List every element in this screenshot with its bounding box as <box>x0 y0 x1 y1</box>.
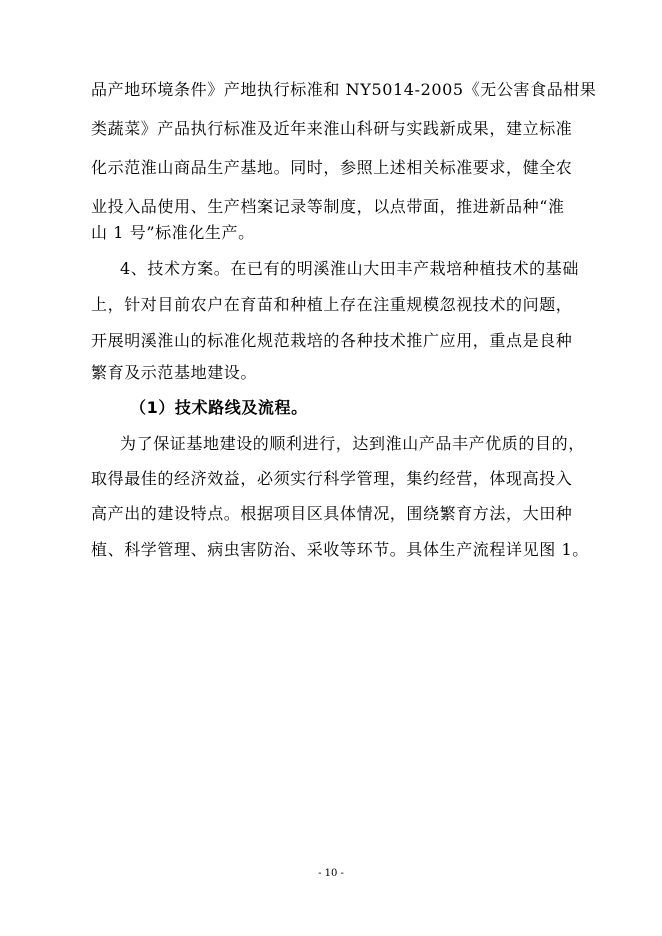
section-heading: （1）技术路线及流程。 <box>130 398 308 417</box>
paragraph-2-line-4: 繁育及示范基地建设。 <box>91 363 258 382</box>
paragraph-1-line-1: 品产地环境条件》产地执行标准和 NY5014-2005《无公害食品柑果 <box>91 80 597 99</box>
paragraph-3-line-1: 为了保证基地建设的顺利进行，达到淮山产品丰产优质的目的， <box>120 434 585 453</box>
paragraph-1-line-4: 业投入品使用、生产档案记录等制度，以点带面，推进新品种“淮 <box>91 197 565 216</box>
paragraph-3-line-4: 植、科学管理、病虫害防治、采收等环节。具体生产流程详见图 1。 <box>91 540 589 559</box>
paragraph-3-line-2: 取得最佳的经济效益，必须实行科学管理，集约经营，体现高投入 <box>91 469 573 488</box>
paragraph-2-line-3: 开展明溪淮山的标准化规范栽培的各种技术推广应用，重点是良种 <box>91 331 573 350</box>
page-number: - 10 - <box>318 868 344 879</box>
paragraph-1-line-2: 类蔬菜》产品执行标准及近年来淮山科研与实践新成果，建立标准 <box>91 119 573 138</box>
paragraph-3-line-3: 高产出的建设特点。根据项目区具体情况，围绕繁育方法，大田种 <box>91 504 573 523</box>
paragraph-1-line-3: 化示范淮山商品生产基地。同时，参照上述相关标准要求，健全农 <box>91 158 573 177</box>
paragraph-2-line-2: 上，针对目前农户在育苗和种植上存在注重规模忽视技术的问题， <box>91 295 573 314</box>
paragraph-2-line-1: 4、技术方案。在已有的明溪淮山大田丰产栽培种植技术的基础 <box>120 259 579 278</box>
paragraph-1-line-5: 山 1 号”标准化生产。 <box>91 223 255 242</box>
